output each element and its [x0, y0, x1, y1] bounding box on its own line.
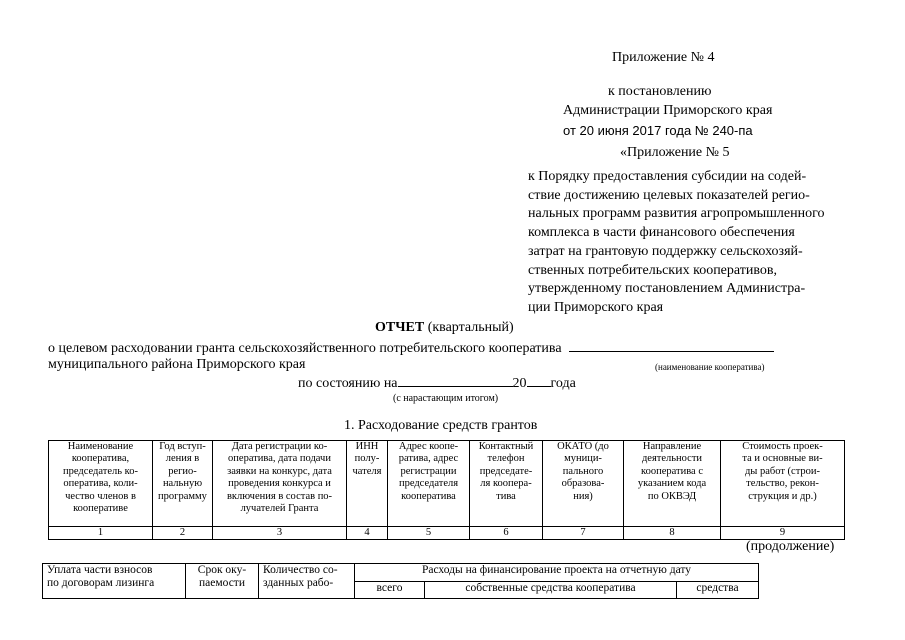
column-number: 1 [49, 527, 153, 540]
header-inn: ИНН полу- чателя [347, 441, 388, 527]
column-number-row [49, 527, 845, 540]
order-line: нальных программ развития агропромышленного [528, 206, 825, 222]
order-line: комплекса в части финансового обеспечения [528, 225, 795, 241]
header-payback-period: Срок оку- паемости [186, 564, 259, 599]
as-of-line [298, 374, 576, 392]
coop-name-blank [569, 339, 774, 352]
resolution-date-number: от 20 июня 2017 года № 240-па [563, 123, 753, 138]
header-coop-name: Наименование кооператива, председатель ко- оператива, коли- чество членов в кооперативе [49, 441, 153, 527]
header-registration-dates: Дата регистрации ко- оператива, дата подачи заявки на конкурс, дата проведения конкурса и включения в состав по- лучателей Гранта [213, 441, 347, 527]
header-total: всего [355, 581, 425, 599]
header-okato: ОКАТО (до муници- пального образова- ния) [543, 441, 624, 527]
grant-spending-table [48, 440, 845, 540]
order-line: ствие достижению целевых показателей регио- [528, 187, 810, 203]
header-address: Адрес коопе- ратива, адрес регистрации председателя кооператива [388, 441, 470, 527]
to-resolution: к постановлению [608, 84, 712, 99]
appendix-title: Приложение № 4 [612, 50, 715, 65]
report-title-bold: ОТЧЕТ [375, 320, 425, 335]
header-own-funds: собственные средства кооператива [425, 581, 677, 599]
column-number: 8 [624, 527, 721, 540]
section-1-title: 1. Расходование средств грантов [344, 418, 538, 433]
column-number: 3 [213, 527, 347, 540]
header-entry-year: Год вступ- ления в регио- нальную программу [153, 441, 213, 527]
date-blank [398, 374, 513, 387]
header-project-expenses: Расходы на финансирование проекта на отчетную дату [355, 564, 759, 582]
column-number: 4 [347, 527, 388, 540]
continuation-table [42, 563, 759, 599]
order-line: затрат на грантовую поддержку сельскохозяй- [528, 243, 803, 259]
continuation-label: (продолжение) [746, 539, 835, 554]
header-activity: Направление деятельности кооператива с указанием кода по ОКВЭД [624, 441, 721, 527]
report-purpose-text: о целевом расходовании гранта сельскохозяйственного потребительского кооператива [48, 341, 562, 356]
header-jobs-created: Количество со- зданных рабо- [259, 564, 355, 599]
column-number: 2 [153, 527, 213, 540]
header-funds: средства [677, 581, 759, 599]
report-line-2: муниципального района Приморского края [48, 357, 306, 372]
administration-name: Администрации Приморского края [563, 103, 773, 118]
column-number: 7 [543, 527, 624, 540]
order-line: к Порядку предоставления субсидии на содей- [528, 169, 807, 184]
header-project-cost: Стоимость проек- та и основные ви- ды работ (строи- тельство, рекон- струкция и др.) [721, 441, 845, 527]
year-prefix: 20 [512, 376, 527, 391]
as-of-label: по состоянию на [298, 376, 398, 391]
order-line: утвержденному постановлением Администра- [528, 281, 806, 297]
column-number: 6 [470, 527, 543, 540]
coop-name-hint: (наименование кооператива) [655, 362, 765, 372]
year-blank [527, 374, 551, 387]
order-reference [528, 168, 848, 318]
header-row [49, 441, 845, 527]
report-line-1 [48, 339, 774, 357]
header-leasing-payments: Уплата части взносов по договорам лизинга [43, 564, 186, 599]
column-number: 9 [721, 527, 845, 540]
appendix-5-title: «Приложение № 5 [620, 145, 730, 160]
year-word: года [550, 376, 576, 391]
order-line: ственных потребительских кооперативов, [528, 262, 777, 278]
order-line: ции Приморского края [528, 299, 664, 315]
report-title [375, 320, 514, 336]
cumulative-note: (с нарастающим итогом) [393, 393, 499, 404]
header-phone: Контактный телефон председате- ля коопера- тива [470, 441, 543, 527]
report-title-period: (квартальный) [424, 320, 514, 335]
column-number: 5 [388, 527, 470, 540]
continuation-header-row [43, 564, 759, 582]
